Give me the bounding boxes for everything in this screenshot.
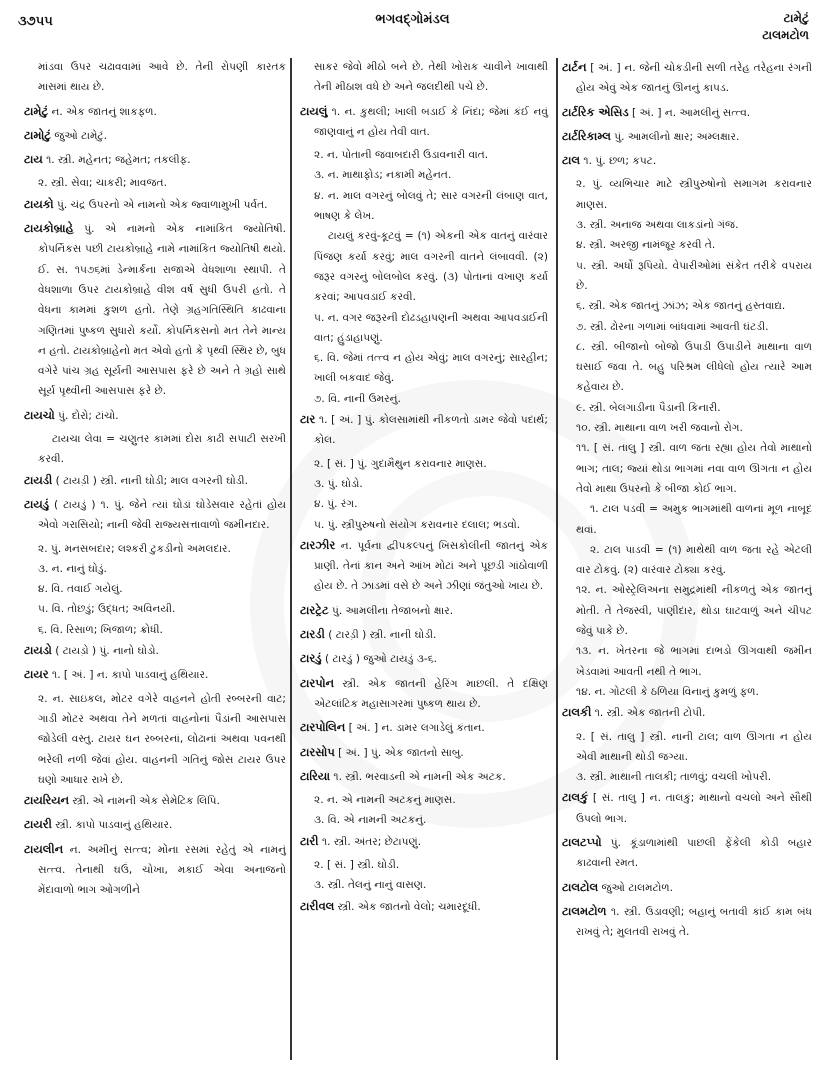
entry-continuation	[24, 57, 286, 98]
dictionary-entry	[24, 125, 286, 146]
dictionary-entry	[300, 896, 548, 917]
sense: ૪. ન. માલ વગરનું બોલવું તે; સાર વગરની લંબાણ વાત, ભાષણ કે લેખ.	[314, 189, 548, 223]
column-divider	[556, 58, 558, 1060]
sense: ૩. ન. માથાફોડ; નકામી મહેનત.	[314, 169, 452, 182]
headword: ટાયરી	[24, 817, 52, 832]
definition: ન. અમીનું સત્ત્વ; મોંના રસમાં રહેતું એ નામનું સત્ત્વ. તેનાથી ઘઉં, ચોખા, મકાઈ એવા અનાજનો મેંદાવાળો ભાગ ઓગળીને	[38, 843, 286, 897]
sense: ૨. પું. વ્યભિચાર માટે સ્ત્રીપુરુષોનો સમાગમ કરાવનાર માણસ.	[576, 178, 812, 211]
dictionary-entry	[24, 194, 286, 215]
sense: ૫. સ્ત્રી. અર્ધો રૂપિયો. વેપારીઓમાં સંકેત તરીકે વપરાય છે.	[576, 259, 812, 292]
headword: ટારડી	[300, 627, 325, 642]
sense: ૫. ન. વગર જરૂરની દોઢડહાપણની અથવા આપવડાઈની વાત; હુંડાહાપણું.	[314, 311, 548, 344]
definition: ( ટાયડ઼ી ) સ્ત્રી. નાની ઘોડી; માલ વગરની ઘોડી.	[52, 474, 248, 487]
definition: ( ટાયડ઼ું ) ૧. પું. જેને ત્યાં ઘોડાં ઘોડેસવાર રહેતાં હોય એવો ગરાસિયો; નાની જેવી રાજ્યસત્તાવાળો જમીનદાર.	[38, 498, 286, 532]
sense: ૫. પું. સ્ત્રીપુરુષનો સંયોગ કરાવનાર દલાલ; ભડવો.	[314, 518, 521, 531]
definition: ૧. પું. છળ; કપટ.	[580, 155, 657, 168]
dictionary-entry	[300, 766, 548, 787]
sense: ૨. પું. મનસબદાર; લશ્કરી ટુકડીનો અમલદાર.	[38, 542, 231, 555]
definition: [ અં. ] ન. આમલીનું સત્ત્વ.	[628, 106, 751, 119]
definition: જુઓ ટામેટું.	[50, 129, 107, 142]
definition: [ અં. ] પું. એક જાતનો સાબુ.	[334, 746, 464, 759]
sense: ૨. ન. એ નામની અટકનું માણસ.	[314, 794, 456, 807]
sense: ૩. સ્ત્રી. અનાજ અથવા લાકડાંનો ગંજ.	[576, 219, 739, 232]
headword: ટાલકી	[562, 705, 592, 720]
dictionary-entry	[300, 600, 548, 621]
headword: ટાયલું	[300, 103, 328, 118]
definition: ( ટારડ઼ું ) જુઓ ટાયડું ૩-૬.	[321, 653, 438, 666]
headword: ટાયડું	[24, 496, 50, 511]
dictionary-entry	[562, 901, 812, 943]
sense: ૩. સ્ત્રી. તેલનું નાનું વાસણ.	[314, 879, 427, 892]
headword: ટામોટું	[24, 127, 51, 142]
headword: ટારપોલિન	[300, 720, 346, 735]
headword: ટામેટું	[24, 103, 49, 118]
headword: ટાર્ટરિકામ્લ	[562, 128, 611, 143]
headword: ટાલકું	[562, 790, 589, 805]
dictionary-entry	[300, 535, 548, 597]
sense: ૩. વિ. એ નામની અટકનું.	[314, 814, 427, 827]
sense: ૨. [ સં. તાલુ ] સ્ત્રી. નાની ટાલ; વાળ ઊગતા ન હોય એવી માથાની થોડી જગ્યા.	[576, 730, 812, 763]
headword: ટારિયા	[300, 768, 331, 783]
dictionary-entry	[24, 814, 286, 835]
dictionary-entry	[24, 218, 286, 402]
definition: ( ટાયડ઼ો ) પું. નાનો ઘોડો.	[51, 645, 159, 658]
headword: ટાયરિયન	[24, 793, 70, 808]
definition: સ્ત્રી. એક જાતની હેરિંગ માછલી. તે દક્ષિણ એટલાંટિક મહાસાગરમાં પુષ્કળ થાય છે.	[314, 677, 548, 710]
sense: ૭. સ્ત્રી. ઢોરના ગળામાં બાંધવામાં આવતી ઘંટડી.	[576, 320, 769, 333]
definition: [ અં. ] ન. જેની ચોકડીની સળી તરેહ તરેહના રંગની હોય એવું એક જાતનું ઊનનું કાપડ.	[576, 62, 812, 95]
running-title: ભગવદ્ગોમંડલ	[375, 12, 450, 27]
dictionary-entry	[300, 409, 548, 451]
dictionary-entry	[24, 101, 286, 122]
sense: ૨. ન. પોતાની જવાબદારી ઉડાવનારી વાત.	[314, 149, 489, 162]
sense: ૮. સ્ત્રી. બીજાનો બોજો ઉપાડી ઉપાડીને માથાના વાળ ઘસાઈ જવા તે. બહુ પરિશ્રમ લીધેલો હોય ત્યારે આમ કહેવાય છે.	[576, 340, 812, 394]
sense: ૨. સ્ત્રી. સેવા; ચાકરી; માવજત.	[38, 177, 167, 190]
dictionary-entry	[562, 102, 812, 123]
sense: ૧૨. ન. ઓસ્ટ્રેલિઅના સમુદ્રમાંથી નીકળતું એક જાતનું મોતી. તે તેજસ્વી, પાણીદાર, થોડા ઘાટવાળું અને ચીપટ જેવું પાકે છે.	[576, 584, 812, 638]
sense: ૧૧. [ સં. તાલુ ] સ્ત્રી. વાળ જતા રહ્યા હોય તેવો માથાનો ભાગ; તાલ; જ્યાં થોડા ભાગમાં નવા વાળ ઊગતા ન હોય તેવો માથા ઉપરનો કે બીજા કોઈ ભાગ.	[576, 442, 812, 495]
dictionary-entry	[300, 624, 548, 645]
definition: ૧. સ્ત્રી. અંતર; છેટાપણું.	[318, 835, 422, 848]
definition: ૧. સ્ત્રી. ઉડાવણી; બહાનું બતાવી કાંઈ કામ બંધ રાખવું તે; મુલતવી રાખવું તે.	[576, 905, 812, 939]
headword: ટાયચો	[24, 407, 55, 422]
dictionary-entry	[24, 149, 286, 170]
dictionary-entry	[24, 640, 286, 661]
definition: [ સં. તાલુ ] ન. તાલકું; માથાનો વચલો અને સૌથી ઉપલો ભાગ.	[576, 792, 812, 825]
headword: ટાયડો	[24, 643, 52, 658]
definition: ૧. સ્ત્રી. મહેનત; જહેમત; તકલીફ.	[42, 154, 191, 167]
dictionary-entry	[562, 702, 812, 723]
dictionary-entry	[24, 664, 286, 685]
page-number: ૩૭૫૫	[18, 14, 53, 29]
column-1	[24, 57, 286, 904]
sense: ૪. પું. રંગ.	[314, 498, 358, 511]
dictionary-entry	[562, 57, 812, 99]
headword: ટાયકોબ્રાહે	[24, 221, 74, 236]
definition: ૧. સ્ત્રી. ભરવાડની એ નામની એક અટક.	[330, 770, 506, 783]
dictionary-entry	[24, 494, 286, 536]
dictionary-entry	[24, 405, 286, 426]
sense: ૫. વિ. તોછડું; ઉદ્ધત; અવિનયી.	[38, 603, 176, 616]
dictionary-entry	[300, 742, 548, 763]
definition: ન. એક જાતનું શાકફળ.	[48, 105, 157, 118]
definition: માંડવા ઉપર ચઢાવવામાં આવે છે. તેની રોપણી કારતક માસમાં થાય છે.	[38, 61, 286, 94]
headword: ટાલ	[562, 153, 581, 168]
page-header	[0, 0, 825, 50]
headword: ટાયલીન	[24, 841, 64, 856]
dictionary-entry	[562, 832, 812, 874]
definition: સ્ત્રી. એ નામની એક સેમેટિક લિપિ.	[69, 795, 220, 808]
definition: પું. આમલીનો ક્ષાર; અમ્લક્ષાર.	[610, 130, 740, 143]
headword: ટારીવલ	[300, 898, 335, 913]
definition: સાકર જેવો મીઠો બને છે. તેથી ખોરાક ચાવીને ખાવાથી તેની મીઠાશ વધે છે અને જલદીથી પચે છે.	[314, 61, 548, 94]
dictionary-entry	[300, 673, 548, 715]
headword: ટાલટપ્પો	[562, 834, 602, 849]
sense: ૬. સ્ત્રી. એક જાતનું ઝાંઝ; એક જાતનું હસ્તવાદ્ય.	[576, 300, 786, 313]
idiom: ટાયચા લેવા = ચણુતર કામમાં દોરા કાઢી સપાટી સરખી કરવી.	[38, 433, 286, 466]
headword: ટારટ્રેટ	[300, 602, 329, 617]
guide-words	[762, 10, 809, 44]
headword: ટાય	[24, 152, 43, 167]
dictionary-entry	[300, 101, 548, 143]
headword: ટાયર	[24, 667, 49, 682]
dictionary-entry	[300, 717, 548, 738]
definition: સ્ત્રી. એક જાતનો વેલો; ચમારદૂધી.	[334, 900, 481, 913]
sense: ૧૦. સ્ત્રી. માથાના વાળ ખરી જવાનો રોગ.	[576, 422, 743, 435]
definition: ( ટારડ઼ી ) સ્ત્રી. નાની ઘોડી.	[324, 629, 437, 642]
definition: પું. એ નામનો એક નામાંકિત જ્યોતિષી. કોપર્નિકસ પછી ટાયકોબ્રાહે નામે નામાંકિત જ્યોતિષી થયો. ઈ. સ. ૧૫૭૬માં ડેન્માર્કના રાજાએ વેધશાળા સ્થાપી. તે વેધશાળા ઉપર ટાયકોબ્રાહે વીશ વર્ષ સુધી ઉપરી હતો. તે વેધના કામમાં કુશળ હતો. તેણે ગ્રહગતિસ્થિતિ કાઢવાના ગણિતમાં પુષ્કળ સુધારો કર્યો. કોપર્નિકસનો મત તેને માન્ય ન હતો. ટાયકોબ્રાહેનો મત એવો હતો કે પૃથ્વી સ્થિર છે, બુધ વગેરે પાંચ ગ્રહ સૂર્યની આસપાસ ફરે છે અને તે ગ્રહો સાથે સૂર્ય પૃથ્વીની આસપાસ ફરે છે.	[38, 223, 286, 398]
headword: ટારસોપ	[300, 744, 335, 759]
idiom: ૨. ટાલ પાડવી = (૧) માથેથી વાળ જતા રહે એટલી વાર ટોકવું. (૨) વારંવાર ટોક્યા કરવું.	[576, 543, 812, 577]
dictionary-entry	[562, 787, 812, 829]
headword: ટાયડી	[24, 472, 53, 487]
sense: ૪. વિ. તવાઈ ગયેલું.	[38, 583, 123, 596]
definition: ૧. [ અં. ] પું. કોલસામાંથી નીકળતો ડામર જેવો પદાર્થ; કોલ.	[314, 414, 548, 447]
definition: પું. ચંદ્ર ઉપરનો એ નામનો એક જ્વાળામુખી પર્વત.	[53, 198, 268, 211]
dictionary-entry	[562, 126, 812, 147]
headword: ટાર્ટન	[562, 60, 587, 74]
sense: ૧૪. ન. ગોટલી કે ઠળિયા વિનાનું કુમળું ફળ.	[576, 685, 759, 698]
definition: સ્ત્રી. કાપો પાડવાનું હથિયાર.	[51, 819, 173, 832]
sense: ૨. ન. સાઇકલ, મોટર વગેરે વાહનને હોતી રબ્બરની વાટ; ગાડી મોટર અથવા તેને મળતાં વાહનોનાં પૈડાંની આસપાસ જોડેલી વસ્તુ. ટાયર ઘન રબ્બરનાં, લોઢાનાં અથવા પવનથી ભરેલી નળી જેવાં હોય. વાહનની ગતિનું જોસ ટાયર ઉપર ઘણો આધાર રાખે છે.	[38, 692, 286, 786]
dictionary-entry	[300, 831, 548, 852]
sense: ૪. સ્ત્રી. અરજી નામંજૂર કરવી તે.	[576, 239, 716, 252]
definition: [ અં. ] ન. ડામર લગાડેલું કંતાન.	[345, 722, 485, 735]
idiom: ૧. ટાલ પડવી = અમુક ભાગમાંથી વાળનાં મૂળ નાબૂદ થવાં.	[576, 503, 812, 536]
sense: ૯. સ્ત્રી. બેલગાડીના પૈડાની કિનારી.	[576, 401, 721, 414]
definition: ૧. [ અં. ] ન. કાપો પાડવાનું હથિયાર.	[48, 669, 209, 682]
dictionary-entry	[24, 839, 286, 901]
definition: જુઓ ટાલમટોળ.	[598, 881, 674, 894]
sense: ૧૩. ન. ખેતરના જે ભાગમાં દાભડો ઊગવાથી જમીન ખેડવામાં આવતી નથી તે ભાગ.	[576, 645, 812, 678]
guide-word-last: ટાલમટોળ	[762, 28, 809, 42]
sense: ૩. ન. નાનું ઘોડું.	[38, 562, 107, 575]
sense: ૨. [ સં. ] સ્ત્રી. ઘોડી.	[314, 858, 400, 871]
sense: ૭. વિ. નાની ઉમરનું.	[314, 392, 401, 405]
sense: ૬. વિ. જેમાં તત્ત્વ ન હોય એવું; માલ વગરનું; સારહીન; ખાલી બકવાદ જેવું.	[314, 352, 548, 385]
dictionary-entry	[300, 648, 548, 669]
headword: ટાયકો	[24, 196, 54, 211]
headword: ટાર્ટરિક એસિડ	[562, 104, 629, 119]
headword: ટાર	[300, 412, 316, 427]
sense: ૬. વિ. રિસાળ; ખિજાળ; ક્રોધી.	[38, 623, 163, 636]
guide-word-first: ટામેટું	[783, 11, 809, 25]
column-3	[562, 57, 812, 945]
column-divider	[290, 58, 292, 1060]
dictionary-entry	[24, 470, 286, 491]
headword: ટારડું	[300, 651, 322, 666]
headword: ટારી	[300, 833, 319, 848]
idiom: ટાયલું કરવું-કૂટવું = (૧) એકની એક વાતનું વારંવાર પિંજણ કર્યા કરવું; માલ વગરની વાતને લંબાવવી. (૨) જરૂર વગરનું બોલબોલ કરવું. (૩) પોતાનાં વખાણ કર્યા કરવાં; આપવડાઈ કરવી.	[314, 230, 548, 304]
dictionary-entry	[562, 877, 812, 898]
entry-continuation	[300, 57, 548, 98]
column-2	[300, 57, 548, 920]
definition: પું. આમલીના તેજાબનો ક્ષાર.	[328, 604, 454, 617]
sense: ૩. સ્ત્રી. માથાની તાલકી; તાળવું; વચલી ખોપરી.	[576, 771, 772, 784]
dictionary-entry	[562, 150, 812, 171]
definition: પું. કૂંડાળામાંથી પાછલી ફેંકેલી કોડી બહાર કાઢવાની રમત.	[576, 836, 812, 870]
definition: પું. દોરો; ટાંચો.	[54, 409, 119, 422]
headword: ટારઝીર	[300, 537, 336, 552]
headword: ટાલમટોળ	[562, 903, 607, 918]
definition: ન. પૂર્વના દ્વીપકલ્પનું ખિસકોલીની જાતનું એક પ્રાણી. તેનાં કાન અને આંખ મોટાં અને પૂછડી ગાંઠોવાળી હોય છે. તે ઝાડમાં વસે છે અને ઝીણાં જંતુઓ ખાય છે.	[314, 539, 548, 593]
headword: ટારપોન	[300, 675, 335, 690]
dictionary-entry	[24, 790, 286, 811]
sense: ૨. [ સં. ] પું. ગુદામૈથુન કરાવનાર માણસ.	[314, 457, 487, 470]
sense: ૩. પું. ઘોડો.	[314, 477, 363, 490]
definition: ૧. સ્ત્રી. એક જાતની ટોપી.	[591, 707, 706, 720]
headword: ટાલટોલ	[562, 879, 599, 894]
definition: ૧. ન. કુથલી; ખાલી બડાઈ કે નિંદા; જેમાં કંઈ નવું જાણવાનું ન હોય તેવી વાત.	[314, 105, 548, 138]
